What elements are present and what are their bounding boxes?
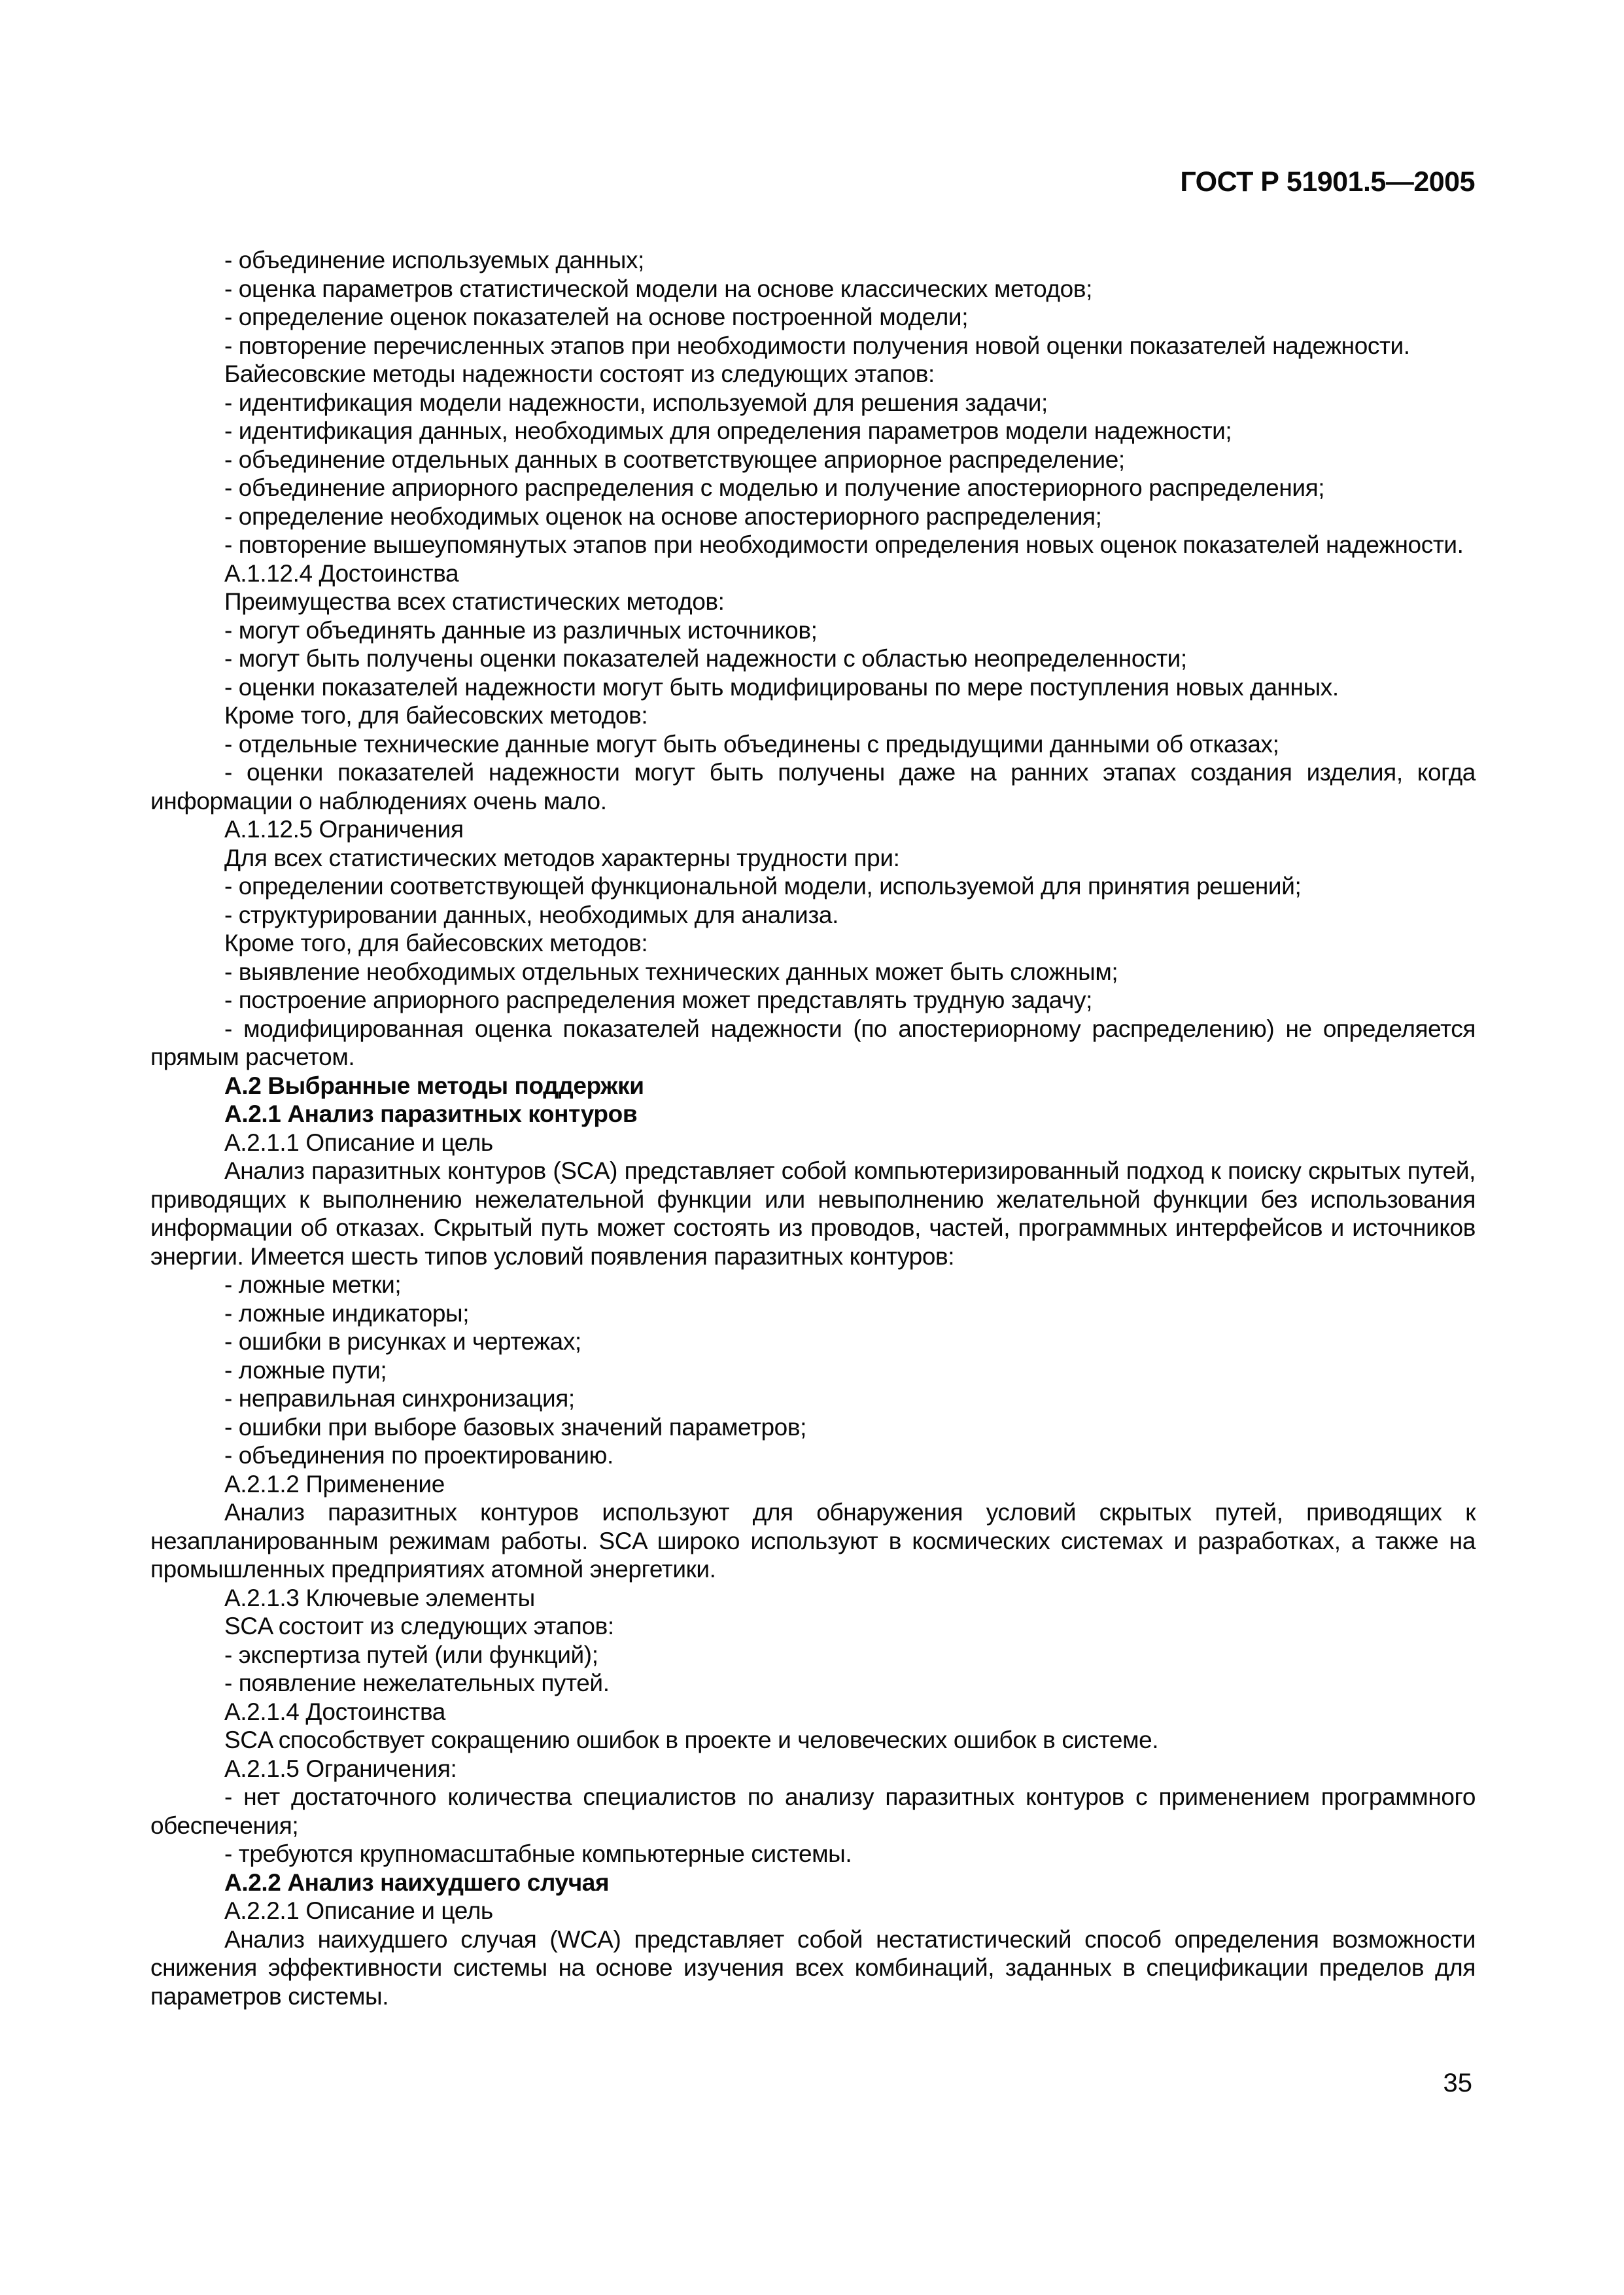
list-item: - идентификация данных, необходимых для определения параметров модели надежности;: [224, 417, 1232, 444]
list-item: - построение априорного распределения может представлять трудную задачу;: [224, 987, 1092, 1013]
section-heading: А.2.2.1 Описание и цель: [224, 1897, 493, 1924]
list-item: - объединения по проектированию.: [224, 1442, 613, 1469]
list-item: - требуются крупномасштабные компьютерные системы.: [224, 1840, 852, 1867]
paragraph: SCA состоит из следующих этапов:: [224, 1613, 614, 1639]
list-item: - ложные метки;: [224, 1271, 402, 1298]
list-item: - повторение перечисленных этапов при необходимости получения новой оценки показателей надежности.: [224, 332, 1410, 359]
list-item: - неправильная синхронизация;: [224, 1385, 575, 1412]
list-item: - ошибки в рисунках и чертежах;: [224, 1328, 581, 1355]
list-item: - объединение используемых данных;: [224, 247, 644, 273]
document-body: [150, 246, 1476, 2010]
list-item: - объединение отдельных данных в соответствующее априорное распределение;: [224, 446, 1125, 473]
paragraph: Преимущества всех статистических методов:: [224, 588, 725, 615]
list-item: - оценки показателей надежности могут быть модифицированы по мере поступления новых данных.: [224, 673, 1339, 701]
list-item: - могут объединять данные из различных источников;: [224, 616, 818, 644]
list-item: - выявление необходимых отдельных технических данных может быть сложным;: [224, 958, 1118, 985]
list-item: - оценка параметров статистической модели на основе классических методов;: [224, 275, 1092, 302]
list-item: - структурировании данных, необходимых для анализа.: [224, 901, 838, 928]
section-heading: А.2.1.1 Описание и цель: [224, 1129, 493, 1156]
paragraph: Байесовские методы надежности состоят из следующих этапов:: [224, 360, 935, 387]
list-item: - определение необходимых оценок на основе апостериорного распределения;: [224, 502, 1102, 530]
section-heading: А.2 Выбранные методы поддержки: [224, 1072, 644, 1099]
section-heading: А.1.12.5 Ограничения: [224, 816, 464, 843]
paragraph: SCA способствует сокращению ошибок в проекте и человеческих ошибок в системе.: [224, 1726, 1159, 1753]
list-item: - отдельные технические данные могут быть объединены с предыдущими данными об отказах;: [224, 730, 1279, 758]
list-item: - ложные индикаторы;: [224, 1299, 470, 1327]
list-item: - появление нежелательных путей.: [224, 1670, 610, 1696]
list-item: - определение оценок показателей на основе построенной модели;: [224, 304, 969, 330]
section-heading: А.2.1.3 Ключевые элементы: [224, 1584, 535, 1611]
section-heading: А.2.1.2 Применение: [224, 1470, 445, 1498]
section-heading: А.2.1.4 Достоинства: [224, 1698, 445, 1725]
list-item: - идентификация модели надежности, используемой для решения задачи;: [224, 389, 1048, 416]
section-heading: А.2.1.5 Ограничения:: [224, 1755, 457, 1782]
paragraph: Кроме того, для байесовских методов:: [224, 930, 648, 956]
page-number: 35: [1443, 2069, 1472, 2097]
section-heading: А.2.1 Анализ паразитных контуров: [224, 1100, 638, 1127]
paragraph: Анализ паразитных контуров (SCA) представляет собой компьютеризированный подход к поиску скрытых путей, приводящих к выполнению нежелательной функции или невыполнению желательной функции без использования информации об отказах. Скрытый путь может состоять из проводов, частей, программных интерфейсов и источников энергии. Имеется шесть типов условий появления паразитных контуров:: [150, 1157, 1476, 1270]
list-item: - модифицированная оценка показателей надежности (по апостериорному распределению) не определяется прямым расчетом.: [150, 1015, 1476, 1070]
paragraph: Анализ наихудшего случая (WCA) представляет собой нестатистический способ определения возможности снижения эффективности системы на основе изучения всех комбинаций, заданных в спецификации пределов для параметров системы.: [150, 1925, 1476, 2010]
paragraph: Кроме того, для байесовских методов:: [224, 702, 648, 729]
paragraph: Анализ паразитных контуров используют для обнаружения условий скрытых путей, приводящих к незапланированным режимам работы. SCA широко используют в космических системах и разработках, а также на промышленных предприятиях атомной энергетики.: [150, 1499, 1476, 1583]
list-item: - нет достаточного количества специалистов по анализу паразитных контуров с применением программного обеспечения;: [150, 1783, 1476, 1839]
list-item: - могут быть получены оценки показателей надежности с областью неопределенности;: [224, 645, 1187, 672]
section-heading: А.2.2 Анализ наихудшего случая: [224, 1868, 610, 1896]
list-item: - экспертиза путей (или функций);: [224, 1641, 598, 1668]
list-item: - ошибки при выборе базовых значений параметров;: [224, 1413, 806, 1441]
list-item: - ложные пути;: [224, 1356, 387, 1384]
section-heading: А.1.12.4 Достоинства: [224, 559, 459, 587]
document-header-standard-number: ГОСТ Р 51901.5—2005: [1180, 166, 1475, 198]
list-item: - повторение вышеупомянутых этапов при необходимости определения новых оценок показателей надежности.: [224, 531, 1464, 558]
paragraph: Для всех статистических методов характерны трудности при:: [224, 844, 900, 871]
list-item: - определении соответствующей функциональной модели, используемой для принятия решений;: [224, 873, 1302, 900]
list-item: - оценки показателей надежности могут быть получены даже на ранних этапах создания изделия, когда информации о наблюдениях очень мало.: [150, 759, 1476, 815]
list-item: - объединение априорного распределения с моделью и получение апостериорного распределения;: [224, 474, 1325, 501]
